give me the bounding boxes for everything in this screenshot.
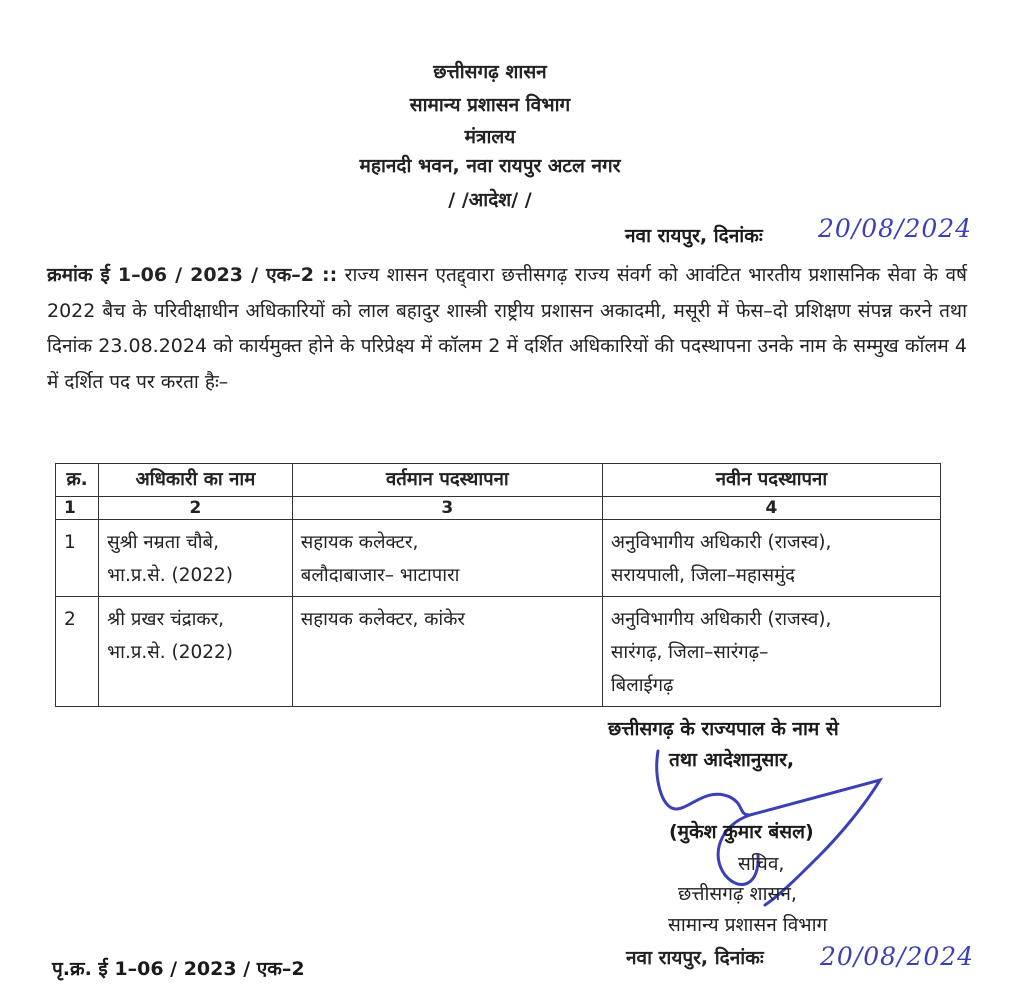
new-posting-line: अनुविभागीय अधिकारी (राजस्व), [610,609,832,630]
current-posting [292,520,602,597]
new-posting-line: सरायपाली, जिला–महासमुंद [610,565,796,586]
order-paragraph [47,258,967,400]
posting-table [55,463,941,707]
secretariat-name: मंत्रालय [464,126,516,148]
order-reference: क्रमांक ई 1–06 / 2023 / एक–2 :: [47,264,338,286]
new-posting [602,520,940,597]
table-header-row [56,464,941,497]
signature-handwritten-date: 20/08/2024 [820,942,975,971]
date-label: नवा रायपुर, दिनांकः [625,225,763,247]
col-number: 4 [602,497,940,520]
current-posting [292,597,602,707]
office-address: महानदी भवन, नवा रायपुर अटल नगर [359,155,621,177]
current-posting-line: बलौदाबाजार– भाटापारा [300,565,460,586]
signatory-org: छत्तीसगढ़ शासन, [678,883,797,905]
current-posting-line: सहायक कलेक्टर, [300,532,419,553]
order-heading: / /आदेश/ / [448,189,532,211]
officer-name-line: सुश्री नम्रता चौबे, [107,532,219,553]
new-posting-line: अनुविभागीय अधिकारी (राजस्व), [610,532,832,553]
row-sno: 2 [56,597,99,707]
officer-name [99,520,293,597]
authority-line: तथा आदेशानुसार, [669,749,795,771]
signatory-name: (मुकेश कुमार बंसल) [669,821,814,843]
table-row [56,520,941,597]
new-posting-line: बिलाईगढ़ [610,675,674,696]
endorsement-reference: पृ.क्र. ई 1–06 / 2023 / एक–2 [52,958,305,980]
current-posting-line: सहायक कलेक्टर, कांकेर [300,609,465,630]
new-posting-line-text: सारंगढ़, जिला–सारंगढ़– [610,642,769,663]
column-number-row [56,497,941,520]
col-header-sno: क्र. [56,464,99,497]
officer-service-line: भा.प्र.से. (2022) [107,642,234,663]
signatory-designation: सचिव, [738,853,785,875]
officer-name-line: श्री प्रखर चंद्राकर, [107,609,225,630]
officer-service-line: भा.प्र.से. (2022) [107,565,234,586]
signature-date-label: नवा रायपुर, दिनांकः [626,947,764,969]
col-number: 3 [292,497,602,520]
department-name: सामान्य प्रशासन विभाग [409,94,571,116]
govt-name: छत्तीसगढ़ शासन [433,61,547,83]
col-header-name: अधिकारी का नाम [99,464,293,497]
signatory-dept: सामान्य प्रशासन विभाग [668,914,828,936]
officer-name [99,597,293,707]
col-number: 2 [99,497,293,520]
handwritten-date: 20/08/2024 [818,214,973,243]
new-posting [602,597,940,707]
col-header-new: नवीन पदस्थापना [602,464,940,497]
col-header-current: वर्तमान पदस्थापना [292,464,602,497]
table-row [56,597,941,707]
new-posting-line [611,636,932,669]
order-body: राज्य शासन एतद्द्वारा छत्तीसगढ़ राज्य संवर्ग को आवंटित भारतीय प्रशासनिक सेवा के वर्ष 2022 बैच के परिवीक्षाधीन अधिकारियों को लाल बहादुर शास्त्री राष्ट्रीय प्रशासन अकादमी, मसूरी में फेस–दो प्रशिक्षण संपन्न करने तथा दिनांक 23.08.2024 को कार्यमुक्त होने के परिप्रेक्ष्य में कॉलम 2 में दर्शित अधिकारियों की पदस्थापना उनके नाम के सम्मुख कॉलम 4 में दर्शित पद पर करता हैः– [47,264,967,393]
authority-line: छत्तीसगढ़ के राज्यपाल के नाम से [608,718,839,740]
row-sno: 1 [56,520,99,597]
col-number: 1 [56,497,99,520]
